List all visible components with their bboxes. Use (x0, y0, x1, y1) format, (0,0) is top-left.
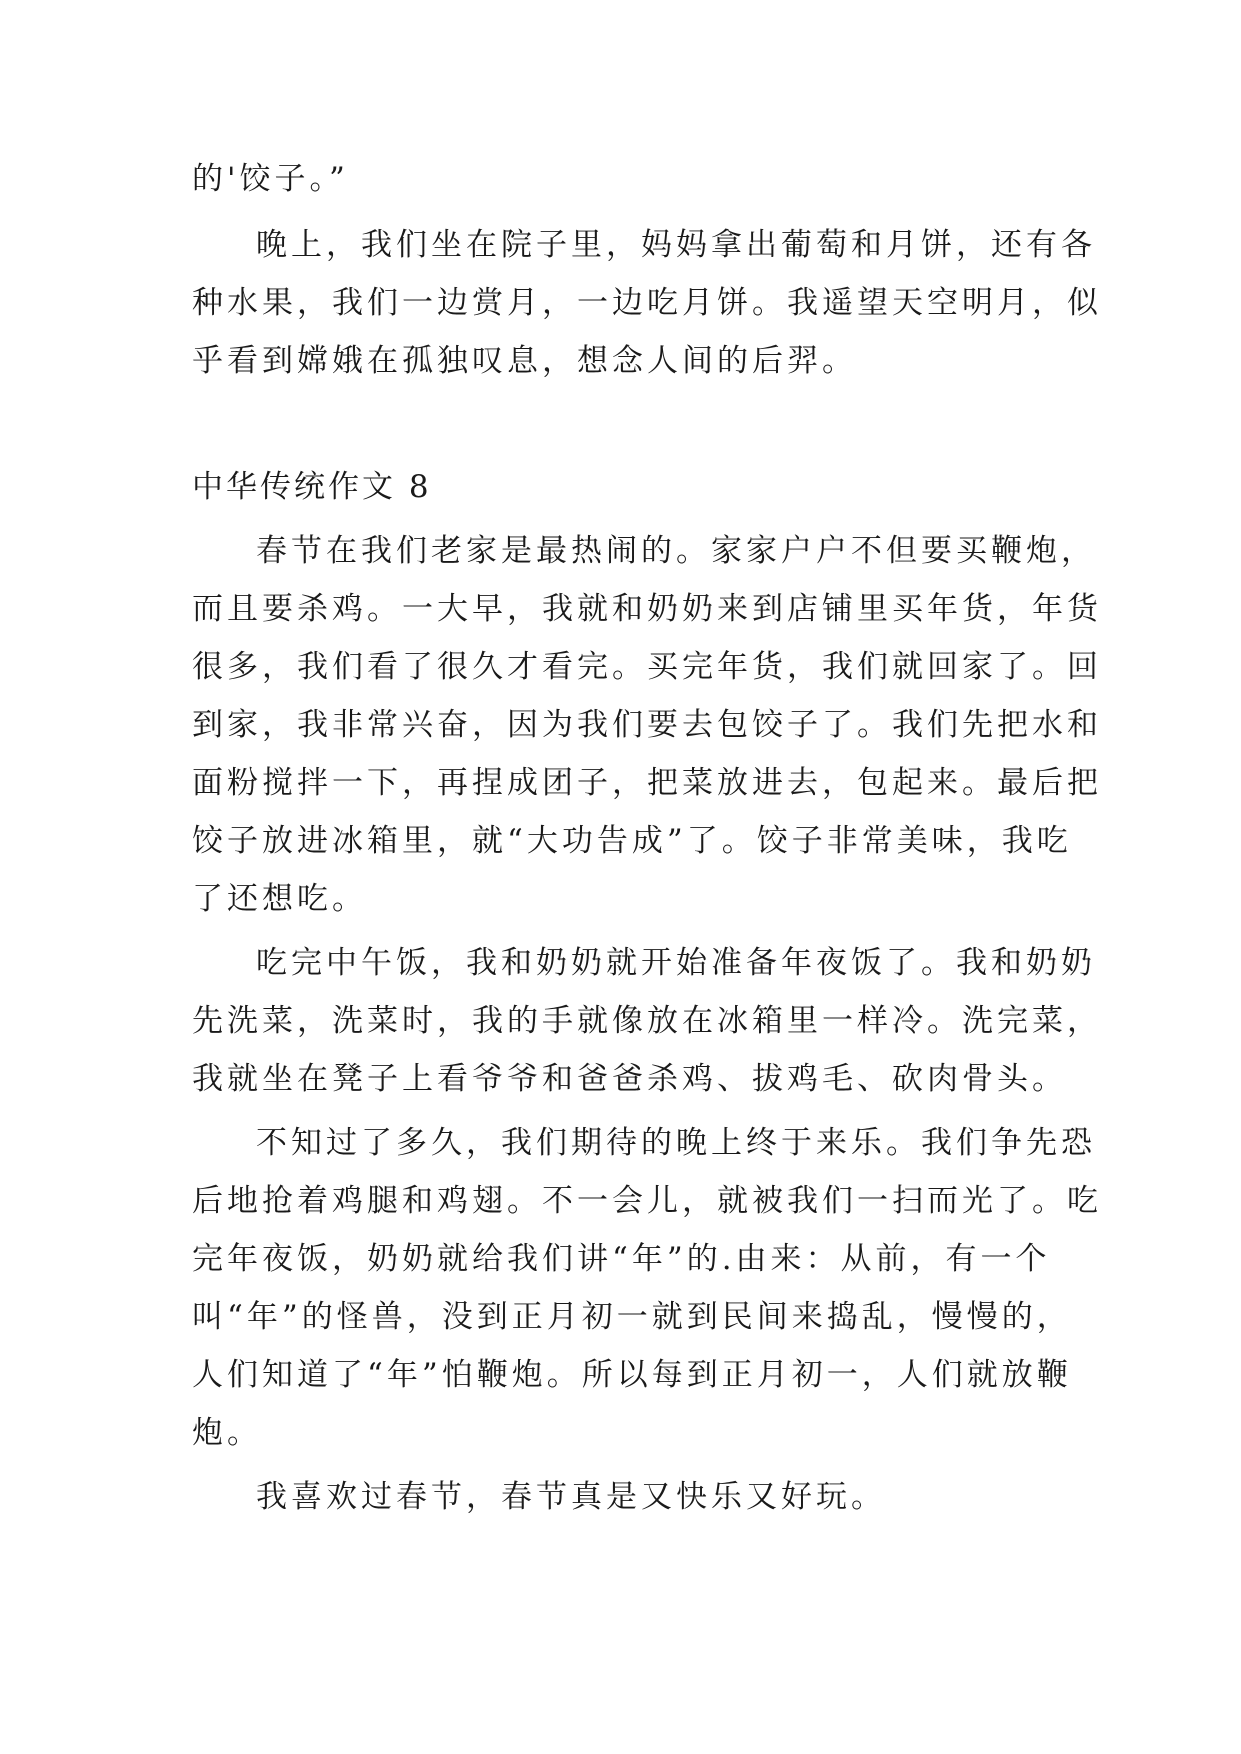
text-line: 种水果，我们一边赏月，一边吃月饼。我遥望天空明月，似 (192, 285, 1102, 321)
text-line: 晚上，我们坐在院子里，妈妈拿出葡萄和月饼，还有各 (256, 227, 1096, 263)
text-line: 饺子放进冰箱里，就“大功告成”了。饺子非常美味，我吃 (192, 823, 1072, 859)
text-line: 完年夜饭，奶奶就给我们讲“年”的.由来：从前，有一个 (192, 1241, 1051, 1277)
text-line: 吃完中午饭，我和奶奶就开始准备年夜饭了。我和奶奶 (256, 945, 1096, 981)
paragraph (192, 934, 1102, 1108)
text-line: 乎看到嫦娥在孤独叹息，想念人间的后羿。 (192, 343, 857, 379)
document-page (192, 150, 1102, 1526)
text-line: 叫“年”的怪兽，没到正月初一就到民间来捣乱，慢慢的， (192, 1299, 1072, 1335)
text-line: 到家，我非常兴奋，因为我们要去包饺子了。我们先把水和 (192, 707, 1102, 743)
paragraph (192, 216, 1102, 390)
text-line: 很多，我们看了很久才看完。买完年货，我们就回家了。回 (192, 649, 1102, 685)
text-line: 我喜欢过春节，春节真是又快乐又好玩。 (256, 1479, 886, 1515)
text-line: 春节在我们老家是最热闹的。家家户户不但要买鞭炮， (256, 533, 1096, 569)
paragraph (192, 522, 1102, 928)
paragraph (192, 1468, 1072, 1526)
paragraph (192, 1114, 1102, 1462)
text-line: 炮。 (192, 1415, 262, 1451)
text-line: 了还想吃。 (192, 881, 367, 917)
text-line: 不知过了多久，我们期待的晚上终于来乐。我们争先恐 (256, 1125, 1096, 1161)
essay-title: 中华传统作文 8 (192, 469, 432, 505)
text-line: 后地抢着鸡腿和鸡翅。不一会儿，就被我们一扫而光了。吃 (192, 1183, 1102, 1219)
text-line: 先洗菜，洗菜时，我的手就像放在冰箱里一样冷。洗完菜， (192, 1003, 1102, 1039)
text-line: 人们知道了“年”怕鞭炮。所以每到正月初一，人们就放鞭 (192, 1357, 1072, 1393)
text-line: 而且要杀鸡。一大早，我就和奶奶来到店铺里买年货，年货 (192, 591, 1102, 627)
text-line: 我就坐在凳子上看爷爷和爸爸杀鸡、拔鸡毛、砍肉骨头。 (192, 1061, 1067, 1097)
text-line: 面粉搅拌一下，再捏成团子，把菜放进去，包起来。最后把 (192, 765, 1102, 801)
text-line: 的'饺子。” (192, 161, 349, 197)
